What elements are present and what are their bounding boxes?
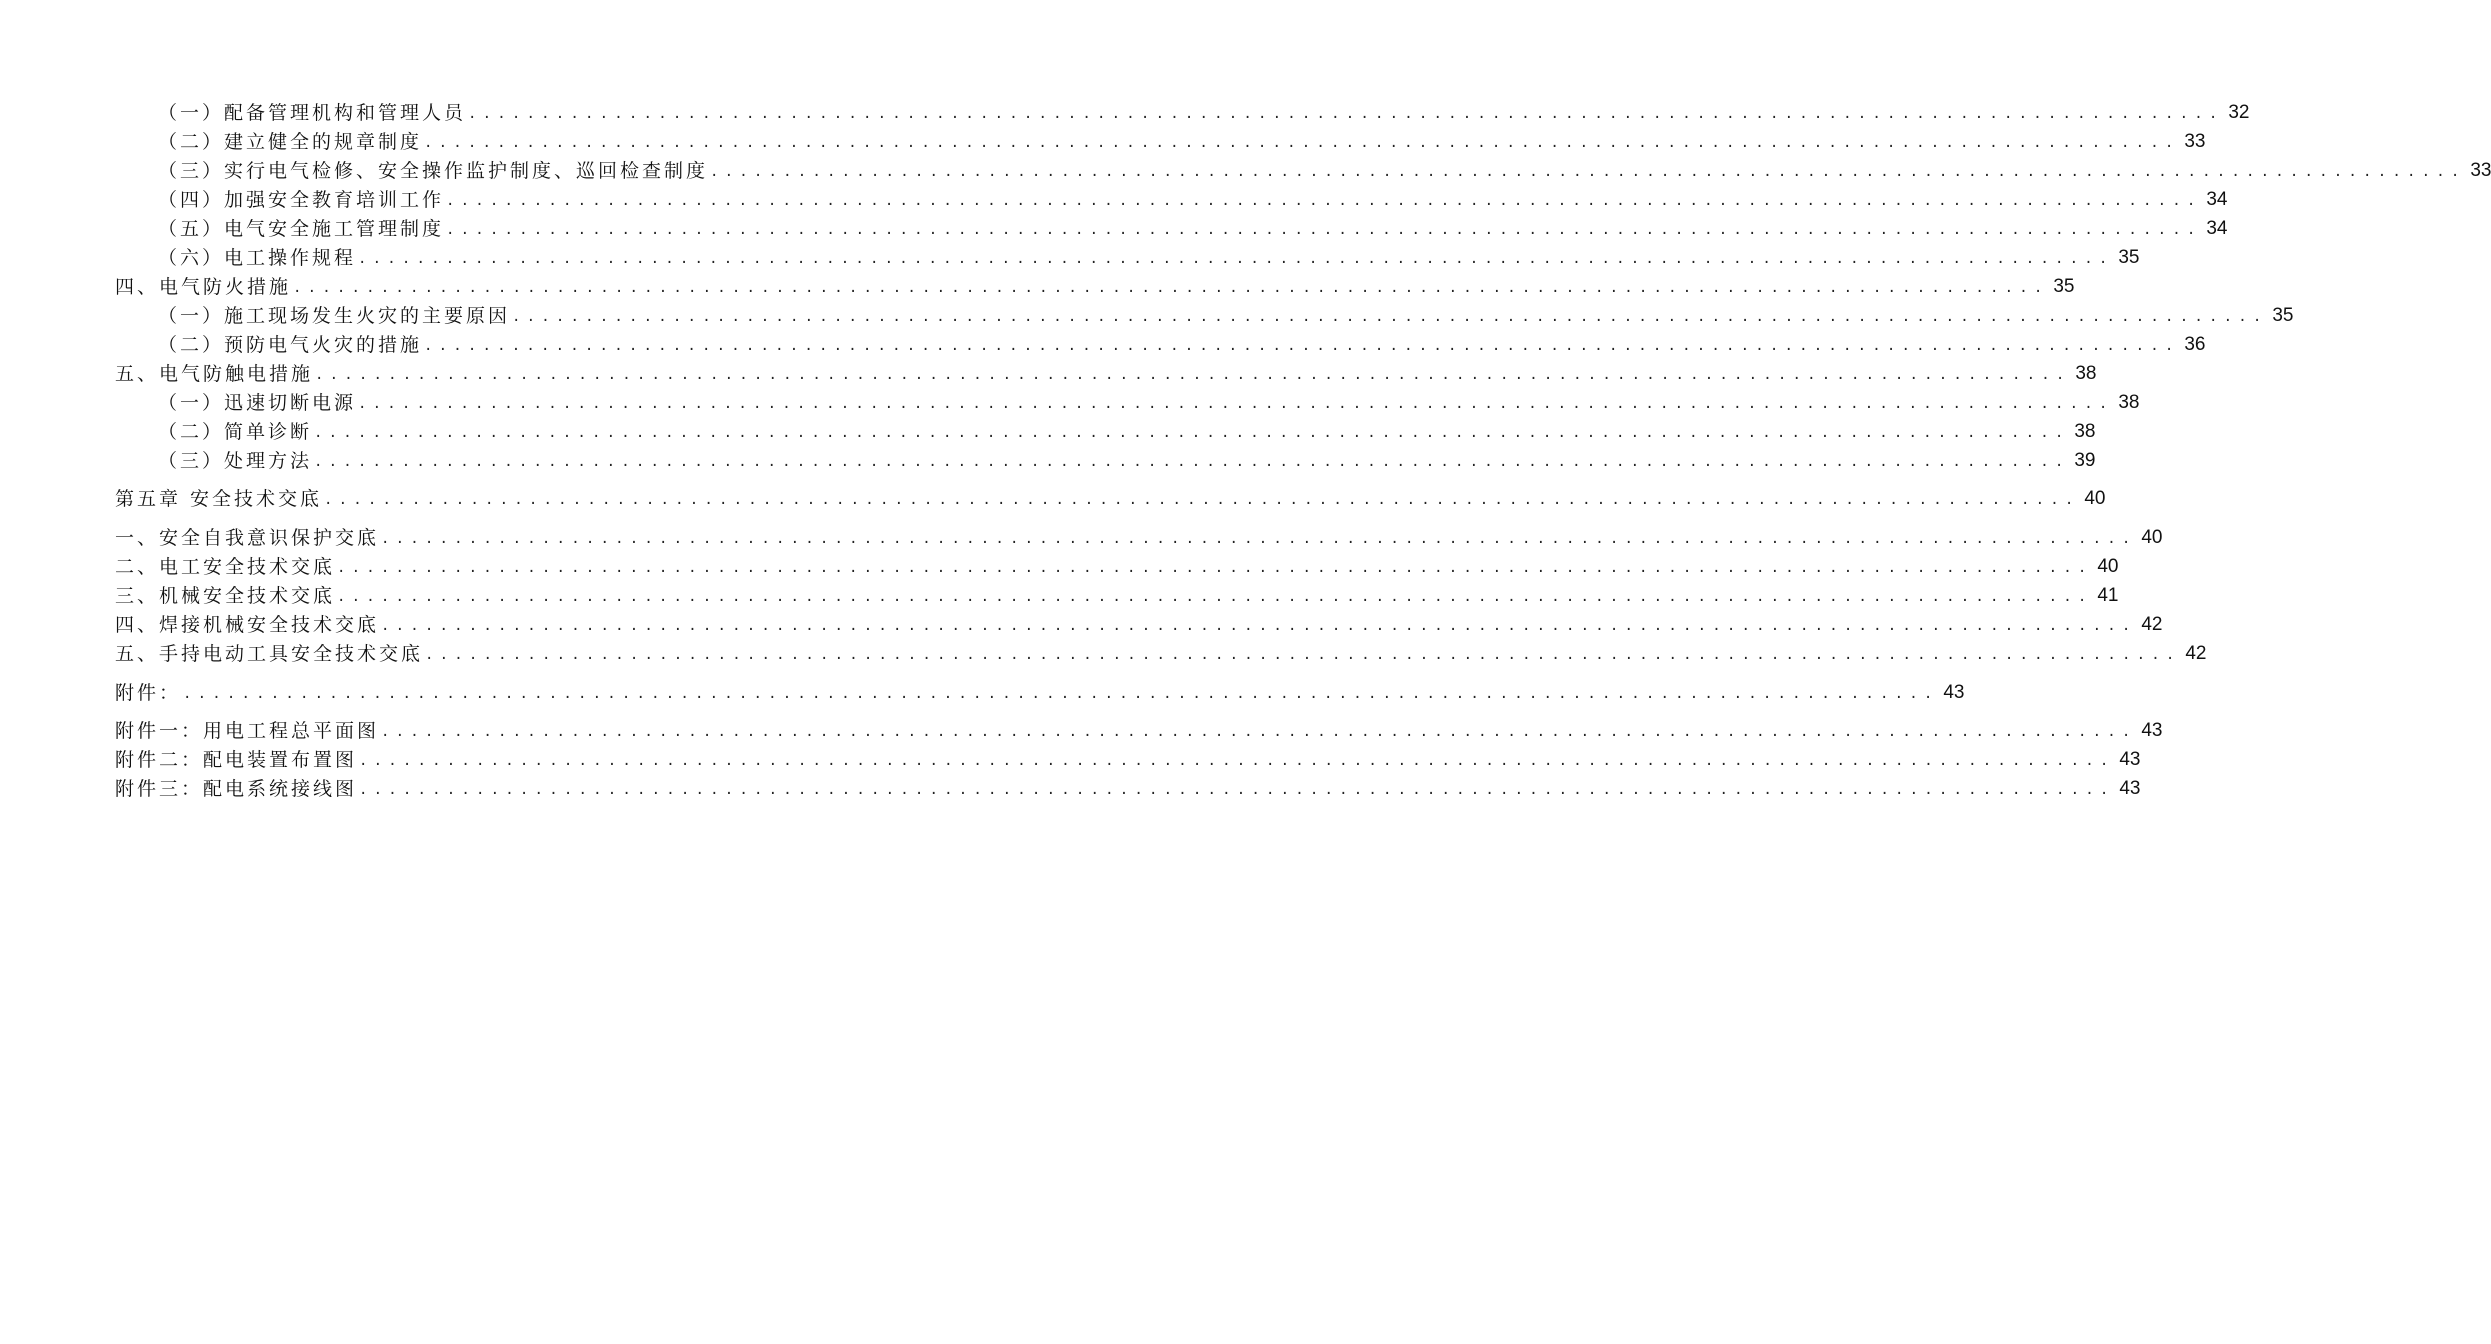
toc-entry[interactable] [115,612,2163,638]
toc-entry-title: （一）迅速切断电源 [158,392,357,414]
toc-entry-page: 39 [2074,450,2096,471]
toc-entry[interactable] [115,525,2163,551]
toc-leader-dots: ........................................................................................................................ [359,753,2115,769]
toc-entry-title: （二）建立健全的规章制度 [158,131,423,153]
toc-entry-page: 35 [2118,247,2140,268]
toc-entry-page: 38 [2075,363,2097,384]
toc-entry-title: 附件三：配电系统接线图 [115,778,358,800]
toc-entry[interactable] [115,583,2119,609]
toc-entry[interactable] [115,680,1965,706]
toc-leader-dots: ........................................................................................................................ [314,425,2070,441]
toc-leader-dots: ........................................................................................................................ [710,164,2466,180]
toc-entry-title: 一、安全自我意识保护交底 [115,527,380,549]
toc-leader-dots: ........................................................................................................................ [424,338,2180,354]
toc-entry-page: 42 [2185,643,2207,664]
toc-entry-page: 40 [2084,488,2106,509]
toc-entry-title: （三）实行电气检修、安全操作监护制度、巡回检查制度 [158,160,709,182]
toc-entry-page: 40 [2097,556,2119,577]
toc-entry-title: （六）电工操作规程 [158,247,357,269]
toc-leader-dots: ........................................................................................................................ [324,492,2080,508]
toc-entry-title: （四）加强安全教育培训工作 [158,189,445,211]
toc-entry-page: 33 [2184,131,2206,152]
toc-entry-page: 32 [2228,102,2250,123]
toc-entry-page: 35 [2272,305,2294,326]
toc-leader-dots: ........................................................................................................................ [337,589,2093,605]
toc-leader-dots: ........................................................................................................................ [512,309,2268,325]
toc-entry[interactable] [158,390,2140,416]
toc-entry[interactable] [115,554,2119,580]
toc-entry[interactable] [158,216,2228,242]
toc-entry-title: 附件一：用电工程总平面图 [115,720,380,742]
toc-entry-title: （三）处理方法 [158,450,313,472]
toc-entry[interactable] [115,274,2075,300]
toc-leader-dots: ........................................................................................................................ [315,367,2071,383]
toc-entry[interactable] [158,419,2096,445]
toc-entry-page: 34 [2206,218,2228,239]
toc-entry-title: （二）预防电气火灾的措施 [158,334,423,356]
toc-entry-title: 二、电工安全技术交底 [115,556,336,578]
toc-leader-dots: ........................................................................................................................ [446,193,2202,209]
toc-leader-dots: ........................................................................................................................ [425,647,2181,663]
toc-entry-page: 43 [2119,778,2141,799]
toc-entry-page: 38 [2118,392,2140,413]
toc-entry-page: 34 [2206,189,2228,210]
toc-entry-page: 43 [2141,720,2163,741]
toc-entry-page: 33 [2470,160,2491,181]
toc-entry[interactable] [158,187,2228,213]
toc-entry[interactable] [115,486,2106,512]
toc-entry-title: 四、焊接机械安全技术交底 [115,614,380,636]
toc-entry-title: （二）简单诊断 [158,421,313,443]
toc-leader-dots: ........................................................................................................................ [381,724,2137,740]
toc-entry-page: 35 [2053,276,2075,297]
toc-entry-title: 四、电气防火措施 [115,276,292,298]
toc-entry-page: 38 [2074,421,2096,442]
toc-leader-dots: ........................................................................................................................ [359,782,2115,798]
toc-entry[interactable] [115,641,2207,667]
toc-entry-page: 43 [1943,682,1965,703]
toc-entry[interactable] [158,448,2096,474]
toc-entry-page: 41 [2097,585,2119,606]
toc-entry-title: （一）施工现场发生火灾的主要原因 [158,305,511,327]
toc-entry[interactable] [158,245,2140,271]
toc-entry-title: （一）配备管理机构和管理人员 [158,102,467,124]
toc-entry-title: （五）电气安全施工管理制度 [158,218,445,240]
toc-entry[interactable] [158,129,2206,155]
toc-entry[interactable] [115,361,2097,387]
toc-entry[interactable] [158,332,2206,358]
toc-entry[interactable] [115,747,2141,773]
toc-entry[interactable] [158,100,2250,126]
toc-entry-page: 40 [2141,527,2163,548]
toc-leader-dots: ........................................................................................................................ [446,222,2202,238]
toc-entry-page: 36 [2184,334,2206,355]
toc-leader-dots: ........................................................................................................................ [381,618,2137,634]
toc-entry[interactable] [115,718,2163,744]
toc-leader-dots: ........................................................................................................................ [358,251,2114,267]
toc-leader-dots: ........................................................................................................................ [358,396,2114,412]
toc-entry-page: 42 [2141,614,2163,635]
toc-entry-title: 附件： [115,682,182,704]
toc-leader-dots: ........................................................................................................................ [337,560,2093,576]
toc-leader-dots: ........................................................................................................................ [468,106,2224,122]
toc-leader-dots: ........................................................................................................................ [381,531,2137,547]
toc-entry-title: 五、手持电动工具安全技术交底 [115,643,424,665]
toc-leader-dots: ........................................................................................................................ [183,686,1939,702]
toc-entry-title: 第五章 安全技术交底 [115,488,323,510]
toc-entry-title: 五、电气防触电措施 [115,363,314,385]
toc-entry[interactable] [115,776,2141,802]
toc-entry[interactable] [158,303,2294,329]
toc-leader-dots: ........................................................................................................................ [314,454,2070,470]
toc-entry-title: 附件二：配电装置布置图 [115,749,358,771]
toc-entry-page: 43 [2119,749,2141,770]
toc-leader-dots: ........................................................................................................................ [424,135,2180,151]
toc-entry[interactable] [158,158,2491,184]
toc-leader-dots: ........................................................................................................................ [293,280,2049,296]
toc-entry-title: 三、机械安全技术交底 [115,585,336,607]
